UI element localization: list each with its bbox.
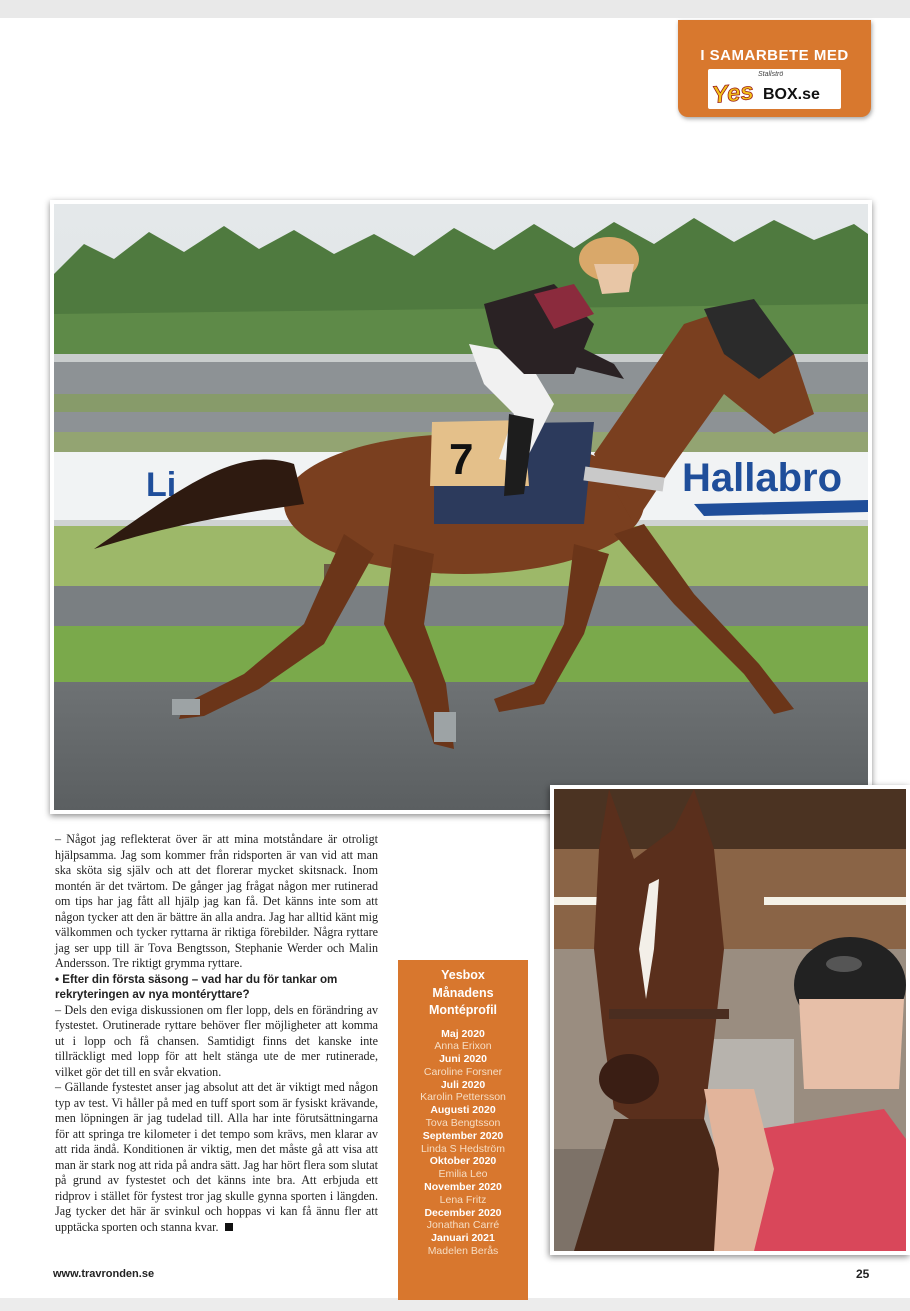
profile-name: Caroline Forsner (423, 1065, 503, 1078)
saddle-number: 7 (449, 435, 474, 484)
profile-month: November 2020 (424, 1181, 502, 1194)
profile-name: Madelen Berås (427, 1245, 499, 1258)
profile-name: Anna Erixon (434, 1040, 492, 1053)
profile-month: December 2020 (424, 1206, 502, 1219)
article-paragraph: – Dels den eviga diskussionen om fler lopp, dels en förändring av fystestet. Orutinerade ryttare behöver fler möjligheter att komma ut i lopp och få chansen. Samtidigt finns det kanske inte tillräckligt med lopp för att helt stänga ute de mer rutinerade, vilket gör det till en svår ekvation. (55, 1002, 378, 1079)
article-paragraph: – Något jag reflekterat över är att mina motståndare är otroligt hjälpsamma. Jag som kommer från ridsporten är van vid att man ska sköta sig själv och att det florerar mycket skitsnack. Inom montén är det tvärtom. De gånger jag frågat någon mer rutinerad om tips har jag fått all hjälp jag kan få. Det känns inte som att någon tycker att den är bättre än alla andra. Jag har alltid känt mig välkommen och tycker ryttarna är riktiga förebilder. Några ryttare jag ser upp till är Tova Bengtsson, Stephanie Werder och Malin Andersson. Tre riktigt grymma ryttare. (55, 832, 378, 970)
profile-month: Januari 2021 (431, 1232, 495, 1245)
logo-yes-text: Yes (710, 77, 756, 110)
monthly-profile-box (398, 960, 528, 1300)
article-paragraph-text: – Gällande fystestet anser jag absolut att det är viktigt med någon typ av test. Vi håller på med en tuff sport som är fysiskt krävande, men löpningen är jag tudelad till. Alla har inte förutsättningarna för att springa tre kilometer i det tempo som krävs, men klarar av att rida ändå. Konditionen är viktig, men det måste gå att visa att man är stark nog att rida på andra sätt. Jag har hört flera som slutat på grund av fystestet och det känns inte bra. Att erbjuda ett ridprov i stället för fystest tror jag skulle gynna sporten i längden. Jag tycker det här är svinkul och hoppas vi kan få ännu fler att upptäcka sporten och stanna kvar. (55, 1080, 378, 1234)
sponsor-badge (678, 20, 871, 117)
yesbox-logo (708, 69, 841, 109)
profile-month: Juli 2020 (440, 1078, 486, 1091)
profile-title-line: Yesbox (441, 968, 485, 982)
profile-name: Jonathan Carré (426, 1219, 500, 1232)
svg-text:Li: Li (146, 466, 177, 504)
end-of-article-mark (225, 1223, 233, 1231)
profile-month: Oktober 2020 (429, 1155, 497, 1168)
page-number: 25 (856, 1267, 870, 1281)
footer-url: www.travronden.se (53, 1268, 155, 1280)
logo-box-text: BOX.se (763, 86, 820, 103)
profile-title-line: Månadens (432, 985, 494, 1000)
main-photo-frame (50, 200, 872, 814)
profile-name: Linda S Hedström (420, 1142, 506, 1155)
profile-title-line: Montéprofil (428, 1003, 498, 1017)
article-body (55, 832, 378, 1235)
profile-name: Tova Bengtsson (425, 1117, 501, 1130)
article-paragraph (55, 1080, 378, 1235)
profile-month: Juni 2020 (439, 1053, 487, 1066)
profile-month: Augusti 2020 (430, 1104, 496, 1117)
profile-name: Emilia Leo (438, 1168, 488, 1181)
stable-photo (554, 789, 906, 1251)
sponsor-label: I SAMARBETE MED (700, 47, 849, 64)
profile-list (398, 1028, 528, 1258)
race-photo (54, 204, 868, 810)
profile-name: Karolin Pettersson (420, 1091, 506, 1104)
portrait-photo-frame (550, 785, 910, 1255)
profile-name: Lena Fritz (439, 1193, 487, 1206)
interview-question: • Efter din första säsong – vad har du för tankar om rekryteringen av nya montéryttare? (55, 972, 338, 1001)
banner-text: Hallabro (682, 456, 843, 500)
profile-month: September 2020 (422, 1129, 504, 1142)
logo-small-text: Stallströ (758, 71, 784, 78)
profile-month: Maj 2020 (441, 1027, 485, 1040)
